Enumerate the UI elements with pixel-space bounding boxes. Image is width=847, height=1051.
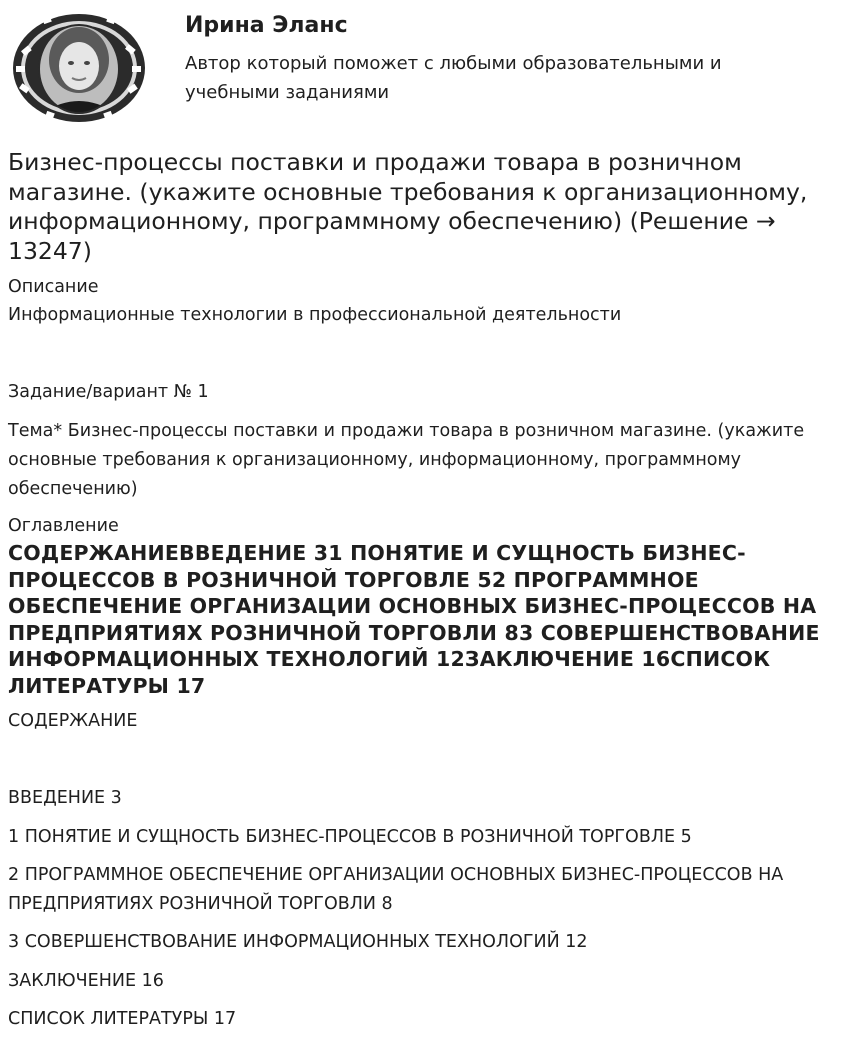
contents-item-1: 1 ПОНЯТИЕ И СУЩНОСТЬ БИЗНЕС-ПРОЦЕССОВ В РОЗНИЧНОЙ ТОРГОВЛЕ 5	[8, 827, 692, 847]
author-avatar-icon	[8, 8, 150, 128]
author-description: Автор который поможет с любыми образовательными и учебными заданиями	[185, 53, 722, 103]
page-title: Бизнес-процессы поставки и продажи товара в розничном магазине. (укажите основные требования к организационному, информационному, программному обеспечению) (Решение → 13247)	[8, 148, 808, 265]
contents-heading: СОДЕРЖАНИЕ	[8, 711, 138, 731]
toc-label: Оглавление	[8, 516, 119, 536]
contents-item-literature: СПИСОК ЛИТЕРАТУРЫ 17	[8, 1009, 237, 1029]
contents-item-conclusion: ЗАКЛЮЧЕНИЕ 16	[8, 971, 164, 991]
toc-summary: СОДЕРЖАНИЕВВЕДЕНИЕ 31 ПОНЯТИЕ И СУЩНОСТЬ БИЗНЕС-ПРОЦЕССОВ В РОЗНИЧНОЙ ТОРГОВЛЕ 52 ПРОГРАММНОЕ ОБЕСПЕЧЕНИЕ ОРГАНИЗАЦИИ ОСНОВНЫХ БИЗНЕС-ПРОЦЕССОВ НА ПРЕДПРИЯТИЯХ РОЗНИЧНОЙ ТОРГОВЛИ 83 СОВЕРШЕНСТВОВАНИЕ ИНФОРМАЦИОННЫХ ТЕХНОЛОГИЙ 12ЗАКЛЮЧЕНИЕ 16СПИСОК ЛИТЕРАТУРЫ 17	[8, 541, 820, 698]
variant-text: Задание/вариант № 1	[8, 382, 209, 402]
author-card	[8, 8, 838, 128]
contents-item-intro: ВВЕДЕНИЕ 3	[8, 788, 122, 808]
subject-text: Информационные технологии в профессиональной деятельности	[8, 305, 622, 325]
author-name: Ирина Эланс	[185, 13, 348, 38]
topic-text: Тема* Бизнес-процессы поставки и продажи товара в розничном магазине. (укажите основные требования к организационному, информационному, программному обеспечению)	[8, 421, 805, 499]
description-label: Описание	[8, 277, 99, 297]
contents-item-3: 3 СОВЕРШЕНСТВОВАНИЕ ИНФОРМАЦИОННЫХ ТЕХНОЛОГИЙ 12	[8, 932, 588, 952]
contents-item-2: 2 ПРОГРАММНОЕ ОБЕСПЕЧЕНИЕ ОРГАНИЗАЦИИ ОСНОВНЫХ БИЗНЕС-ПРОЦЕССОВ НА ПРЕДПРИЯТИЯХ РОЗНИЧНОЙ ТОРГОВЛИ 8	[8, 865, 784, 914]
